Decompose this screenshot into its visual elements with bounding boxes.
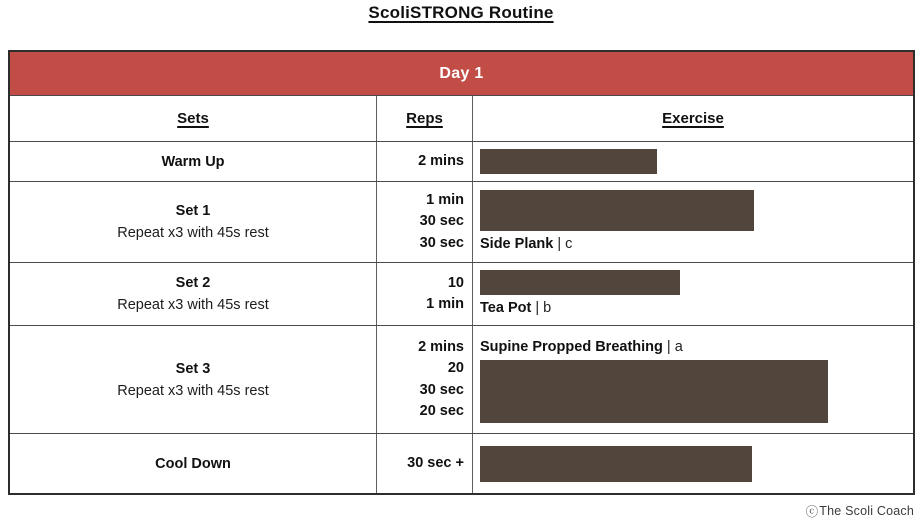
reps-cell [376, 142, 472, 181]
exercise-cell [472, 263, 913, 325]
table-body [10, 141, 913, 493]
table-row [10, 141, 913, 181]
page-header [0, 3, 922, 23]
exercise-name-line [480, 234, 572, 254]
set-title: Set 3 [175, 360, 211, 377]
reps-cell [376, 434, 472, 493]
redacted-exercise-block [480, 446, 752, 482]
day-header: Day 1 [10, 52, 913, 95]
table-row [10, 181, 913, 262]
redacted-exercise-block [480, 270, 680, 295]
reps-value: 30 sec + [407, 454, 464, 471]
exercise-cell [472, 434, 913, 493]
column-header-sets [10, 96, 376, 141]
table-row [10, 433, 913, 493]
copyright-icon: ⓒ [805, 505, 819, 519]
reps-value: 2 mins [418, 338, 464, 355]
exercise-name-line [480, 298, 551, 318]
set-title: Cool Down [155, 455, 231, 472]
reps-value: 1 min [426, 191, 464, 208]
sets-cell [10, 263, 376, 325]
reps-value: 10 [447, 274, 464, 291]
page-title: ScoliSTRONG Routine [368, 3, 554, 22]
reps-value: 30 sec [419, 381, 464, 398]
set-title: Warm Up [161, 153, 225, 170]
copyright-notice [806, 502, 914, 520]
reps-value: 2 mins [418, 152, 464, 169]
reps-value: 1 min [426, 296, 464, 312]
column-header-exercise [472, 96, 913, 141]
exercise-cell [472, 182, 913, 262]
exercise-name: Supine Propped Breathing [480, 338, 663, 355]
column-header-sets-label: Sets [177, 110, 209, 127]
exercise-name: Tea Pot [480, 300, 532, 316]
redacted-exercise-block [480, 190, 754, 231]
redacted-exercise-block [480, 360, 828, 423]
exercise-variant: | c [553, 236, 573, 252]
redacted-exercise-block [480, 149, 657, 174]
set-subtitle: Repeat x3 with 45s rest [117, 225, 269, 241]
set-subtitle: Repeat x3 with 45s rest [117, 382, 269, 399]
reps-cell [376, 263, 472, 325]
table-row [10, 325, 913, 433]
column-header-reps [376, 96, 472, 141]
copyright-text: The Scoli Coach [819, 504, 914, 518]
sets-cell [10, 434, 376, 493]
reps-value: 20 [447, 360, 464, 376]
reps-cell [376, 326, 472, 433]
set-title: Set 1 [175, 203, 211, 219]
reps-value: 30 sec [419, 213, 464, 230]
table-row [10, 262, 913, 325]
column-header-exercise-label: Exercise [662, 110, 724, 127]
set-subtitle: Repeat x3 with 45s rest [117, 297, 269, 313]
sets-cell [10, 182, 376, 262]
exercise-cell [472, 326, 913, 433]
exercise-name-line [480, 337, 683, 357]
sets-cell [10, 142, 376, 181]
sets-cell [10, 326, 376, 433]
column-header-reps-label: Reps [406, 110, 443, 127]
reps-cell [376, 182, 472, 262]
set-title: Set 2 [175, 275, 211, 291]
reps-value: 20 sec [419, 403, 464, 419]
routine-table [8, 50, 915, 495]
exercise-variant: | a [662, 338, 683, 355]
exercise-cell [472, 142, 913, 181]
exercise-name: Side Plank [480, 236, 554, 252]
reps-value: 30 sec [419, 234, 464, 251]
column-header-row [10, 95, 913, 141]
exercise-variant: | b [531, 300, 552, 316]
